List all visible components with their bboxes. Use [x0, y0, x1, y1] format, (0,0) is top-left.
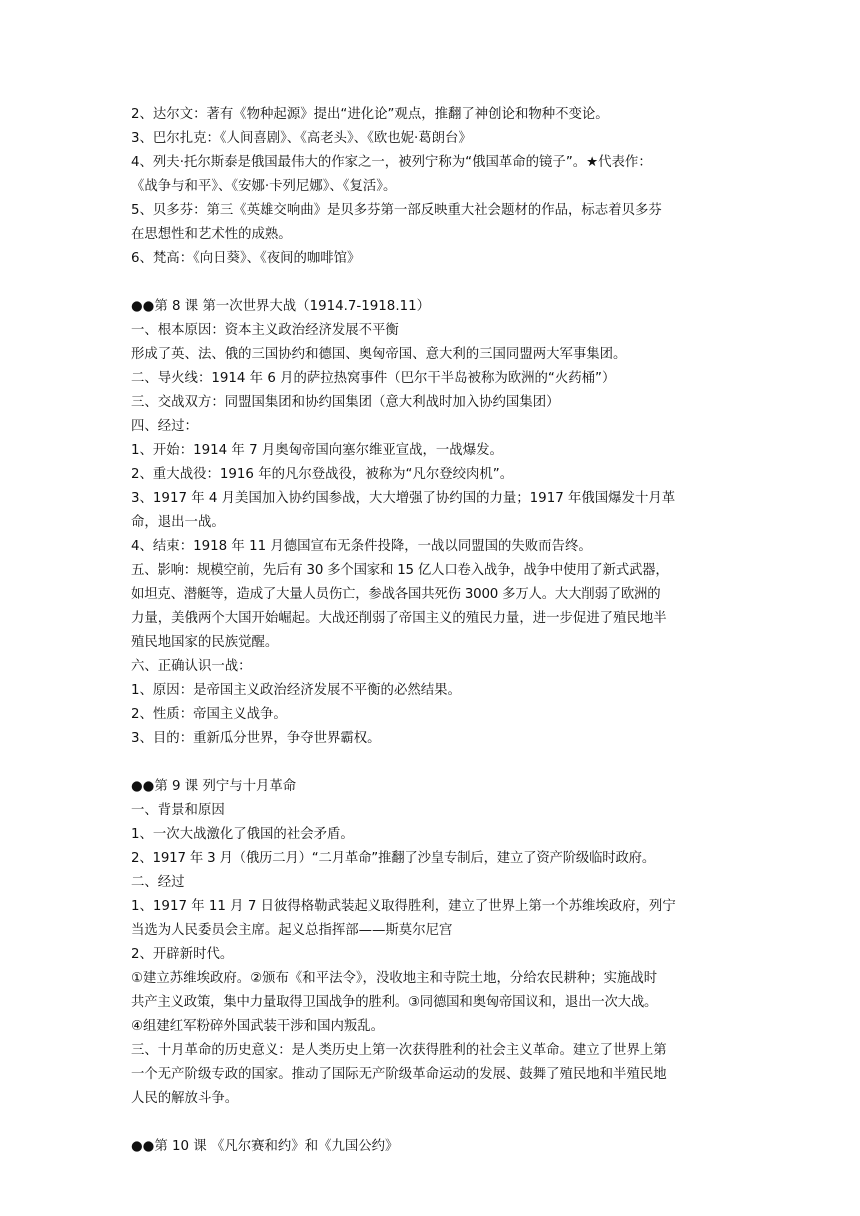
text-line: 在思想性和艺术性的成熟。 [131, 227, 292, 242]
text-line: 4、结束：1918 年 11 月德国宣布无条件投降，一战以同盟国的失败而告终。 [131, 539, 592, 554]
blank-line [131, 271, 735, 295]
text-line: 形成了英、法、俄的三国协约和德国、奥匈帝国、意大利的三国同盟两大军事集团。 [131, 347, 627, 362]
text-line: 如坦克、潜艇等，造成了大量人员伤亡，参战各国共死伤 3000 多万人。大大削弱了欧洲的 [131, 587, 661, 602]
text-line: 5、贝多芬：第三《英雄交响曲》是贝多芬第一部反映重大社会题材的作品，标志着贝多芬 [131, 203, 662, 218]
lesson-heading: ●●第 8 课 第一次世界大战（1914.7-1918.11） [131, 299, 431, 314]
lesson-heading: ●●第 10 课 《凡尔赛和约》和《九国公约》 [131, 1139, 399, 1154]
text-line: 六、正确认识一战： [131, 659, 252, 674]
document-body [131, 103, 735, 1159]
text-line: 一个无产阶级专政的国家。推动了国际无产阶级革命运动的发展、鼓舞了殖民地和半殖民地 [131, 1067, 667, 1082]
lesson-heading: ●●第 9 课 列宁与十月革命 [131, 779, 297, 794]
text-line: 《战争与和平》、《安娜·卡列尼娜》、《复活》。 [131, 179, 397, 194]
text-line: 2、性质：帝国主义战争。 [131, 707, 287, 722]
text-line: 一、根本原因：资本主义政治经济发展不平衡 [131, 323, 399, 338]
text-line: 1、开始：1914 年 7 月奥匈帝国向塞尔维亚宣战，一战爆发。 [131, 443, 503, 458]
text-line: 3、1917 年 4 月美国加入协约国参战，大大增强了协约国的力量；1917 年俄国爆发十月革 [131, 491, 676, 506]
text-line: 四、经过： [131, 419, 198, 434]
text-line: 人民的解放斗争。 [131, 1091, 239, 1106]
text-line: 1、一次大战激化了俄国的社会矛盾。 [131, 827, 354, 842]
text-line: 共产主义政策，集中力量取得卫国战争的胜利。③同德国和奥匈帝国议和，退出一次大战。 [131, 995, 658, 1010]
text-line: 1、1917 年 11 月 7 日彼得格勒武装起义取得胜利，建立了世界上第一个苏维埃政府，列宁 [131, 899, 676, 914]
text-line: 6、梵高：《向日葵》、《夜间的咖啡馆》 [131, 251, 361, 266]
text-line: 4、列夫·托尔斯泰是俄国最伟大的作家之一，被列宁称为“俄国革命的镜子”。★代表作： [131, 155, 652, 170]
text-line: 二、经过 [131, 875, 185, 890]
text-line: 3、目的：重新瓜分世界，争夺世界霸权。 [131, 731, 381, 746]
text-line: 殖民地国家的民族觉醒。 [131, 635, 279, 650]
text-line: 五、影响：规模空前，先后有 30 多个国家和 15 亿人口卷入战争，战争中使用了新式武器， [131, 563, 669, 578]
text-line: 三、交战双方：同盟国集团和协约国集团（意大利战时加入协约国集团） [131, 395, 560, 410]
text-line: 三、十月革命的历史意义：是人类历史上第一次获得胜利的社会主义革命。建立了世界上第 [131, 1043, 667, 1058]
text-line: 2、开辟新时代。 [131, 947, 234, 962]
text-line: 3、巴尔扎克：《人间喜剧》、《高老头》、《欧也妮·葛朗台》 [131, 131, 472, 146]
text-line: 当选为人民委员会主席。起义总指挥部——斯莫尔尼宫 [131, 923, 453, 938]
text-line: 2、达尔文：著有《物种起源》提出“进化论”观点，推翻了神创论和物种不变论。 [131, 107, 609, 122]
text-line: 一、背景和原因 [131, 803, 225, 818]
text-line: ①建立苏维埃政府。②颁布《和平法令》，没收地主和寺院土地，分给农民耕种；实施战时 [131, 971, 658, 986]
blank-line [131, 1111, 735, 1135]
text-line: ④组建红军粉碎外国武装干涉和国内叛乱。 [131, 1019, 385, 1034]
text-line: 二、导火线：1914 年 6 月的萨拉热窝事件（巴尔干半岛被称为欧洲的“火药桶”） [131, 371, 616, 386]
text-line: 力量，美俄两个大国开始崛起。大战还削弱了帝国主义的殖民力量，进一步促进了殖民地半 [131, 611, 667, 626]
text-line: 命，退出一战。 [131, 515, 225, 530]
text-line: 2、1917 年 3 月（俄历二月）“二月革命”推翻了沙皇专制后，建立了资产阶级临时政府。 [131, 851, 656, 866]
blank-line [131, 751, 735, 775]
text-line: 2、重大战役：1916 年的凡尔登战役，被称为“凡尔登绞肉机”。 [131, 467, 514, 482]
text-line: 1、原因：是帝国主义政治经济发展不平衡的必然结果。 [131, 683, 461, 698]
